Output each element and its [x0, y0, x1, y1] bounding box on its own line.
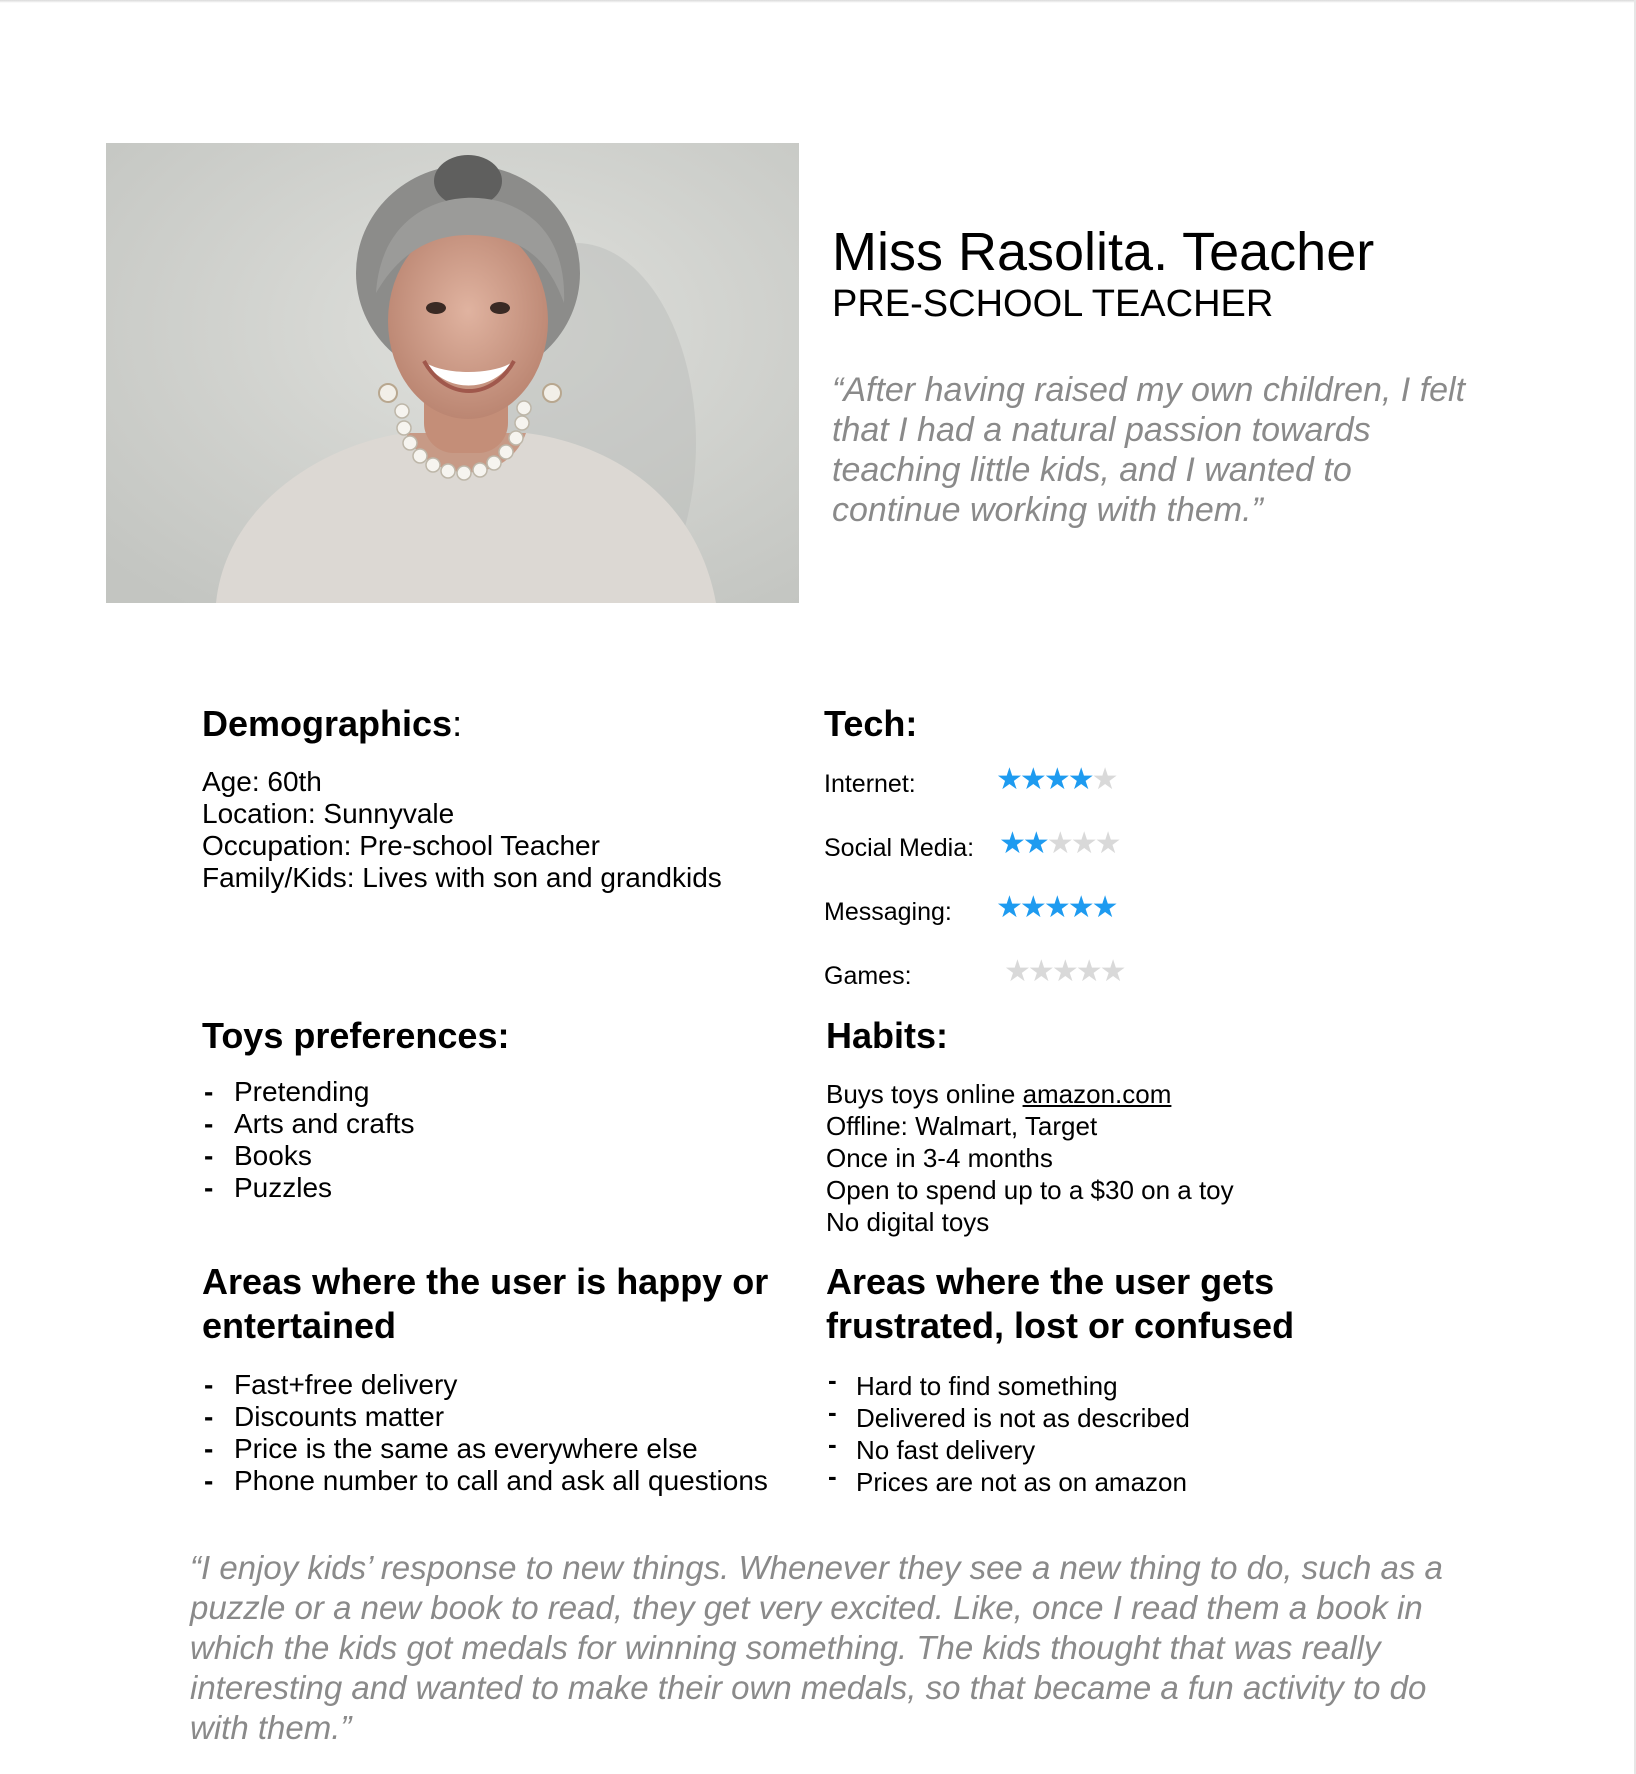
- star-filled-icon: ★: [1019, 891, 1044, 924]
- habits-offline: Offline: Walmart, Target: [826, 1111, 1098, 1141]
- habits-digital: No digital toys: [826, 1207, 990, 1237]
- star-empty-icon: ★: [1046, 827, 1071, 860]
- tech-rating-games: [1004, 956, 1124, 988]
- tech-rating-social-media: [999, 828, 1119, 860]
- habits-budget: Open to spend up to a $30 on a toy: [826, 1175, 1234, 1205]
- star-filled-icon: ★: [1022, 827, 1047, 860]
- list-item: - No fast delivery: [826, 1434, 1190, 1466]
- habits-online-text: Buys toys online: [826, 1079, 1023, 1109]
- persona-photo: [106, 143, 799, 603]
- demographics-family: Family/Kids: Lives with son and grandkids: [202, 862, 722, 893]
- persona-quote: “After having raised my own children, I felt that I had a natural passion towards teaching little kids, and I wanted to continue working with them.”: [832, 371, 1466, 529]
- star-empty-icon: ★: [1094, 827, 1119, 860]
- star-filled-icon: ★: [1043, 891, 1068, 924]
- star-empty-icon: ★: [1099, 955, 1124, 988]
- happy-heading: [202, 1260, 768, 1348]
- star-filled-icon: ★: [996, 891, 1020, 924]
- toys-heading: Toys preferences:: [202, 1015, 510, 1056]
- habits-frequency: Once in 3-4 months: [826, 1143, 1053, 1173]
- demographics-age: Age: 60th: [202, 766, 322, 797]
- page-top-shadow: [0, 0, 1636, 3]
- list-item: - Hard to find something: [826, 1370, 1190, 1402]
- frustrated-list: [826, 1370, 1190, 1498]
- list-item: - Phone number to call and ask all questions: [202, 1465, 768, 1497]
- happy-heading-line2: entertained: [202, 1305, 397, 1346]
- star-empty-icon: ★: [1051, 955, 1076, 988]
- star-empty-icon: ★: [1091, 763, 1116, 796]
- star-filled-icon: ★: [1067, 891, 1092, 924]
- list-item: - Pretending: [202, 1076, 415, 1108]
- list-item: - Puzzles: [202, 1172, 415, 1204]
- demographics-details: [202, 766, 722, 894]
- demographics-heading: [202, 702, 462, 746]
- star-empty-icon: ★: [1075, 955, 1100, 988]
- habits-details: [826, 1078, 1234, 1238]
- demographics-occupation: Occupation: Pre-school Teacher: [202, 830, 600, 861]
- star-filled-icon: ★: [1019, 763, 1044, 796]
- list-item: - Arts and crafts: [202, 1108, 415, 1140]
- list-item: - Price is the same as everywhere else: [202, 1433, 768, 1465]
- star-empty-icon: ★: [1070, 827, 1095, 860]
- happy-heading-line1: Areas where the user is happy or: [202, 1261, 769, 1302]
- tech-rating-messaging: [996, 892, 1116, 924]
- tech-label-games: Games:: [824, 962, 912, 990]
- frustrated-heading-line2: frustrated, lost or confused: [826, 1305, 1295, 1346]
- list-item: - Fast+free delivery: [202, 1369, 768, 1401]
- frustrated-heading-line1: Areas where the user gets: [826, 1261, 1275, 1302]
- star-filled-icon: ★: [1067, 763, 1092, 796]
- star-empty-icon: ★: [1027, 955, 1052, 988]
- demographics-location: Location: Sunnyvale: [202, 798, 455, 829]
- star-filled-icon: ★: [1043, 763, 1068, 796]
- demographics-heading-colon: :: [452, 703, 463, 744]
- star-filled-icon: ★: [1091, 891, 1116, 924]
- list-item: - Books: [202, 1140, 415, 1172]
- happy-list: [202, 1369, 768, 1497]
- bottom-quote: “I enjoy kids’ response to new things. Whenever they see a new thing to do, such as a puzzle or a new book to read, they get very excited. Like, once I read them a book in which the kids got medals for winning something. The kids thought that was really interesting and wanted to make their own medals, so that became a fun activity to do with them.”: [190, 1549, 1443, 1746]
- list-item: - Delivered is not as described: [826, 1402, 1190, 1434]
- habits-heading: Habits:: [826, 1015, 949, 1056]
- tech-label-internet: Internet:: [824, 770, 916, 798]
- list-item: - Prices are not as on amazon: [826, 1466, 1190, 1498]
- tech-label-social-media: Social Media:: [824, 834, 975, 862]
- persona-name: Miss Rasolita. Teacher: [832, 222, 1375, 282]
- tech-rating-internet: [996, 764, 1116, 796]
- toys-list: [202, 1076, 415, 1204]
- demographics-heading-text: Demographics: [202, 703, 453, 744]
- list-item: - Discounts matter: [202, 1401, 768, 1433]
- habits-online: [826, 1078, 1234, 1110]
- star-filled-icon: ★: [996, 763, 1020, 796]
- tech-label-messaging: Messaging:: [824, 898, 952, 926]
- star-empty-icon: ★: [1004, 955, 1028, 988]
- star-filled-icon: ★: [999, 827, 1023, 860]
- persona-role: PRE-SCHOOL TEACHER: [832, 283, 1274, 325]
- tech-heading: Tech:: [824, 703, 918, 744]
- frustrated-heading: [826, 1260, 1294, 1348]
- amazon-link[interactable]: amazon.com: [1022, 1079, 1172, 1109]
